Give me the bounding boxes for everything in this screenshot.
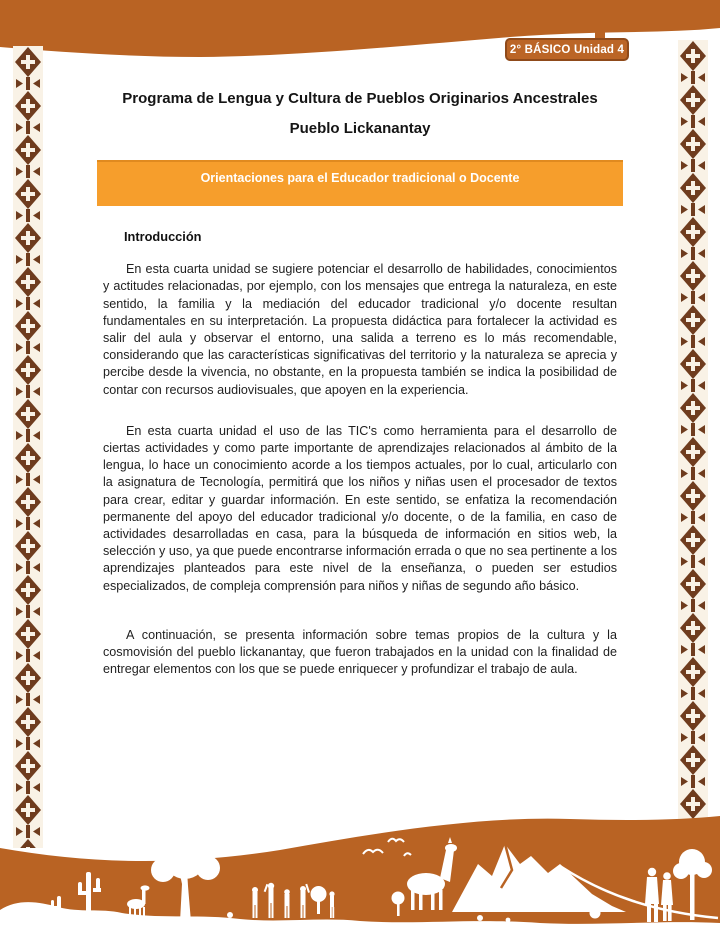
- document-body: [103, 228, 617, 678]
- paragraph-1: En esta cuarta unidad se sugiere potenciar el desarrollo de habilidades, conocimientos y actitudes relacionadas, por ejemplo, con los mensajes que entrega la naturaleza, en este sentido, la familia y la mediación del educador tradicional y/o docente resultan fundamentales en su interpretación. La propuesta didáctica para fortalecer la actividad es salir del aula y observar el entorno, una salida a terreno es lo más recomendable, considerando que las características significativas del territorio y la naturaleza se aprecia y percibe desde la vivencia, no obstante, en la propuesta también se indica la posibilidad de contar con recursos audiovisuales, que apoyen en la experiencia.: [103, 262, 617, 397]
- program-subtitle: Pueblo Lickanantay: [289, 120, 431, 137]
- orientation-banner: [97, 160, 623, 206]
- unit-badge: [505, 38, 629, 61]
- paragraph-2: En esta cuarta unidad el uso de las TIC's como herramienta para el desarrollo de ciertas actividades y como parte importante de aprendizajes relacionados al ámbito de la lengua, lo hace un conocimiento acorde a los tiempos actuales, por lo cual, articularlo con la asignatura de Tecnología, permitirá que los niños y niñas usen el procesador de textos para crear, editar y guardar información. En este sentido, se enfatiza la recomendación permanente del apoyo del educador tradicional y/o docente, o de la familia, en caso de actividades desarrolladas en casa, para la búsqueda de información en sitios web, la selección y uso, ya que puede encontrarse información errada o que no sea pertinente a los aprendizajes planteados para este nivel de la enseñanza, o pueden ser estudios especializados, de compleja comprensión para niños y niñas de segundo año básico.: [103, 423, 617, 593]
- desert-landscape-illustration: [0, 812, 720, 932]
- orientation-banner-label: Orientaciones para el Educador tradicional o Docente: [200, 171, 520, 185]
- andean-pattern-border-left: [13, 46, 43, 848]
- unit-badge-label: 2° BÁSICO Unidad 4: [509, 43, 625, 56]
- andean-pattern-border-right: [678, 40, 708, 822]
- title-block: [60, 84, 660, 144]
- paragraph-3: A continuación, se presenta información sobre temas propios de la cultura y la cosmovisión del pueblo lickanantay, que fueron trabajados en la unidad con la finalidad de entregar elementos con los que se puede enriquecer y profundizar el trabajo de aula.: [103, 627, 617, 677]
- section-heading: Introducción: [124, 229, 202, 244]
- program-title: Programa de Lengua y Cultura de Pueblos Originarios Ancestrales: [122, 90, 598, 107]
